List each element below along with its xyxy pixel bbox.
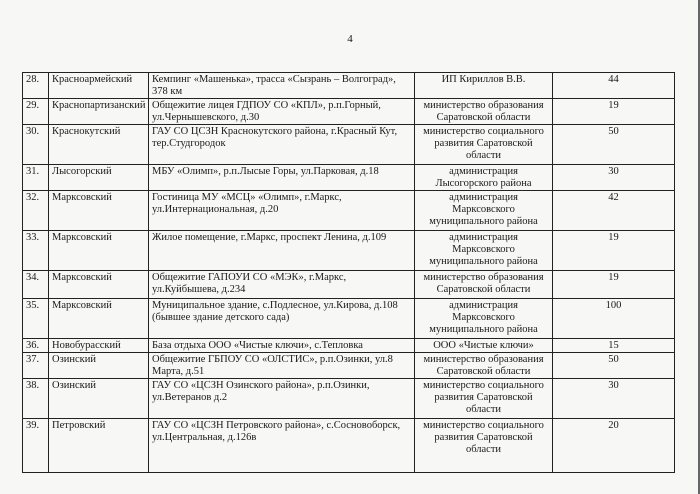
owner-cell: министерство социального развития Саратовской области: [415, 419, 553, 473]
owner-cell: министерство образования Саратовской области: [415, 99, 553, 125]
district-cell: Озинский: [49, 379, 149, 419]
district-cell: Марксовский: [49, 271, 149, 299]
table-body: [23, 73, 675, 473]
row-number: 29.: [23, 99, 49, 125]
row-number: 36.: [23, 339, 49, 353]
capacity-cell: 19: [553, 99, 675, 125]
district-cell: Красноармейский: [49, 73, 149, 99]
capacity-cell: 30: [553, 165, 675, 191]
location-cell: База отдыха ООО «Чистые ключи», с.Тепловка: [149, 339, 415, 353]
capacity-cell: 100: [553, 299, 675, 339]
owner-cell: министерство образования Саратовской области: [415, 271, 553, 299]
district-cell: Марксовский: [49, 191, 149, 231]
row-number: 28.: [23, 73, 49, 99]
district-cell: Лысогорский: [49, 165, 149, 191]
table-row: [23, 353, 675, 379]
capacity-cell: 50: [553, 125, 675, 165]
location-cell: Жилое помещение, г.Маркс, проспект Ленина, д.109: [149, 231, 415, 271]
owner-cell: ИП Кириллов В.В.: [415, 73, 553, 99]
capacity-cell: 44: [553, 73, 675, 99]
table-row: [23, 271, 675, 299]
table-row: [23, 299, 675, 339]
row-number: 37.: [23, 353, 49, 379]
table-row: [23, 73, 675, 99]
location-cell: ГАУ СО «ЦСЗН Петровского района», с.Сосновоборск, ул.Центральная, д.126в: [149, 419, 415, 473]
location-cell: Гостиница МУ «МСЦ» «Олимп», г.Маркс, ул.Интернациональная, д.20: [149, 191, 415, 231]
owner-cell: министерство образования Саратовской области: [415, 353, 553, 379]
capacity-cell: 50: [553, 353, 675, 379]
table-row: [23, 165, 675, 191]
capacity-cell: 19: [553, 231, 675, 271]
row-number: 38.: [23, 379, 49, 419]
table-row: [23, 99, 675, 125]
owner-cell: министерство социального развития Саратовской области: [415, 125, 553, 165]
row-number: 30.: [23, 125, 49, 165]
row-number: 32.: [23, 191, 49, 231]
capacity-cell: 20: [553, 419, 675, 473]
location-cell: МБУ «Олимп», р.п.Лысые Горы, ул.Парковая, д.18: [149, 165, 415, 191]
table-row: [23, 419, 675, 473]
location-cell: Муниципальное здание, с.Подлесное, ул.Кирова, д.108 (бывшее здание детского сада): [149, 299, 415, 339]
district-cell: Марксовский: [49, 231, 149, 271]
page-number: 4: [347, 33, 353, 45]
table-row: [23, 231, 675, 271]
location-cell: Общежитие ГБПОУ СО «ОЛСТИС», р.п.Озинки, ул.8 Марта, д.51: [149, 353, 415, 379]
district-cell: Новобурасский: [49, 339, 149, 353]
owner-cell: ООО «Чистые ключи»: [415, 339, 553, 353]
table-row: [23, 191, 675, 231]
location-cell: ГАУ СО «ЦСЗН Озинского района», р.п.Озинки, ул.Ветеранов д.2: [149, 379, 415, 419]
table-row: [23, 125, 675, 165]
owner-cell: министерство социального развития Саратовской области: [415, 379, 553, 419]
row-number: 35.: [23, 299, 49, 339]
district-cell: Краснопартизанский: [49, 99, 149, 125]
location-cell: Общежитие лицея ГДПОУ СО «КПЛ», р.п.Горный, ул.Чернышевского, д.30: [149, 99, 415, 125]
location-cell: ГАУ СО ЦСЗН Краснокутского района, г.Красный Кут, тер.Студгородок: [149, 125, 415, 165]
capacity-cell: 30: [553, 379, 675, 419]
table-row: [23, 339, 675, 353]
row-number: 33.: [23, 231, 49, 271]
row-number: 34.: [23, 271, 49, 299]
row-number: 39.: [23, 419, 49, 473]
capacity-cell: 42: [553, 191, 675, 231]
owner-cell: администрация Марксовского муниципального района: [415, 299, 553, 339]
owner-cell: администрация Марксовского муниципального района: [415, 191, 553, 231]
district-cell: Марксовский: [49, 299, 149, 339]
capacity-cell: 19: [553, 271, 675, 299]
table-row: [23, 379, 675, 419]
capacity-cell: 15: [553, 339, 675, 353]
accommodation-table: [22, 72, 675, 473]
location-cell: Общежитие ГАПОУИ СО «МЭК», г.Маркс, ул.Куйбышева, д.234: [149, 271, 415, 299]
row-number: 31.: [23, 165, 49, 191]
owner-cell: администрация Марксовского муниципального района: [415, 231, 553, 271]
owner-cell: администрация Лысогорского района: [415, 165, 553, 191]
district-cell: Краснокутский: [49, 125, 149, 165]
district-cell: Петровский: [49, 419, 149, 473]
location-cell: Кемпинг «Машенька», трасса «Сызрань – Волгоград», 378 км: [149, 73, 415, 99]
district-cell: Озинский: [49, 353, 149, 379]
